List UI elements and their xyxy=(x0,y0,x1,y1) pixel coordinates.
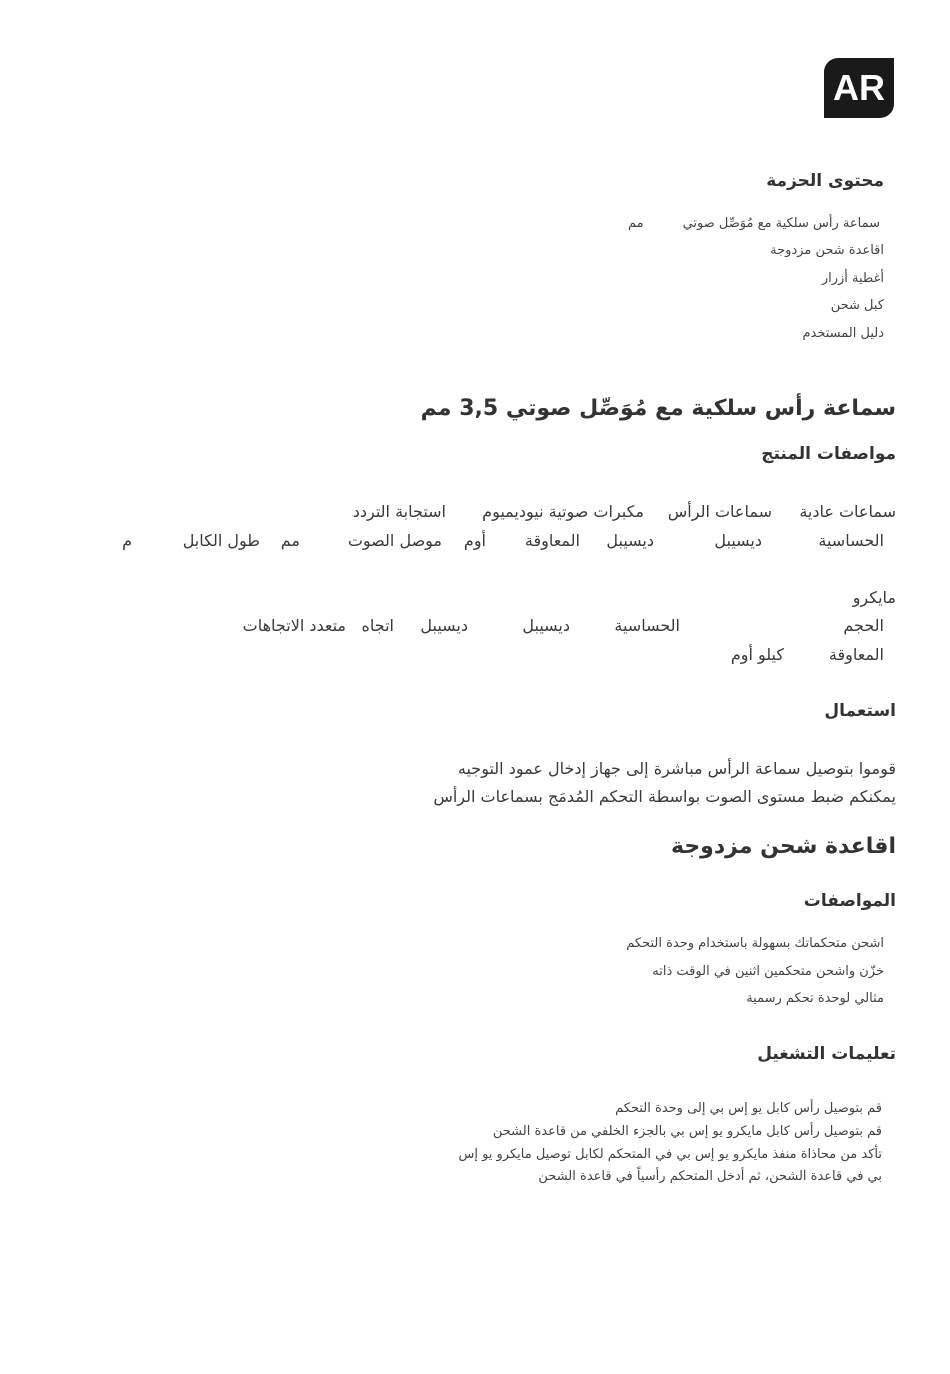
language-badge: AR xyxy=(824,58,894,118)
ops-title: تعليمات التشغيل xyxy=(757,1044,896,1064)
spec-cell: المعاوقة xyxy=(828,645,884,664)
dock-spec-item: خزّن واشحن متحكمين اثنين في الوقت ذاته xyxy=(652,964,884,979)
usage-line: قوموا بتوصيل سماعة الرأس مباشرة إلى جهاز إدخال عمود التوجيه xyxy=(457,759,896,778)
usage-line: يمكنكم ضبط مستوى الصوت بواسطة التحكم المُدمَج بسماعات الرأس xyxy=(433,787,896,806)
ops-line: قم بتوصيل رأس كابل يو إس بي إلى وحدة التحكم xyxy=(615,1101,882,1116)
package-item: دليل المستخدم xyxy=(802,326,884,341)
package-item: أغطية أزرار xyxy=(821,271,884,286)
spec-cell: سماعات عادية xyxy=(799,502,896,521)
dock-spec-item: مثالي لوحدة تحكم رسمية xyxy=(746,991,884,1006)
dock-spec-title: المواصفات xyxy=(803,891,896,911)
headset-title: سماعة رأس سلكية مع مُوَصِّل صوتي 3,5 مم xyxy=(420,396,896,421)
spec-cell: طول الكابل xyxy=(182,531,260,550)
ops-line: تأكد من محاذاة منفذ مايكرو يو إس بي في المتحكم لكابل توصيل مايكرو يو إس xyxy=(458,1147,882,1162)
mic-label: مايكرو xyxy=(852,588,896,607)
spec-cell: ديسيبل xyxy=(714,531,762,550)
spec-cell: الحجم xyxy=(843,616,884,635)
package-title: محتوى الحزمة xyxy=(766,171,884,191)
spec-cell: م xyxy=(122,531,132,550)
spec-cell: كيلو أوم xyxy=(730,645,784,664)
package-item: كبل شحن xyxy=(830,298,884,313)
spec-cell: الحساسية xyxy=(614,616,680,635)
spec-cell: الحساسية xyxy=(818,531,884,550)
spec-cell: مكبرات صوتية نيوديميوم xyxy=(482,502,644,521)
spec-cell: مم xyxy=(280,531,300,550)
spec-cell: استجابة التردد xyxy=(352,502,446,521)
spec-cell: ديسيبل xyxy=(420,616,468,635)
package-item-unit: مم xyxy=(628,216,644,231)
package-item: اقاعدة شحن مزدوجة xyxy=(770,243,884,258)
usage-title: استعمال xyxy=(824,701,896,721)
spec-cell: أوم xyxy=(463,531,486,550)
spec-cell: اتجاه xyxy=(361,616,394,635)
ops-line: بي في قاعدة الشحن، ثم أدخل المتحكم رأسياً في قاعدة الشحن xyxy=(538,1169,882,1184)
package-item: سماعة رأس سلكية مع مُوَصِّل صوتي xyxy=(682,216,880,231)
spec-cell: موصل الصوت xyxy=(347,531,442,550)
spec-cell: المعاوقة xyxy=(524,531,580,550)
spec-cell: ديسيبل xyxy=(606,531,654,550)
ops-line: قم بتوصيل رأس كابل مايكرو يو إس بي بالجزء الخلفي من قاعدة الشحن xyxy=(492,1124,882,1139)
dock-title: اقاعدة شحن مزدوجة xyxy=(670,834,896,859)
spec-cell: سماعات الرأس xyxy=(667,502,772,521)
spec-cell: متعدد الاتجاهات xyxy=(242,616,346,635)
headset-spec-title: مواصفات المنتج xyxy=(761,444,896,464)
spec-cell: ديسيبل xyxy=(522,616,570,635)
dock-spec-item: اشحن متحكماتك بسهولة باستخدام وحدة التحكم xyxy=(626,936,884,951)
